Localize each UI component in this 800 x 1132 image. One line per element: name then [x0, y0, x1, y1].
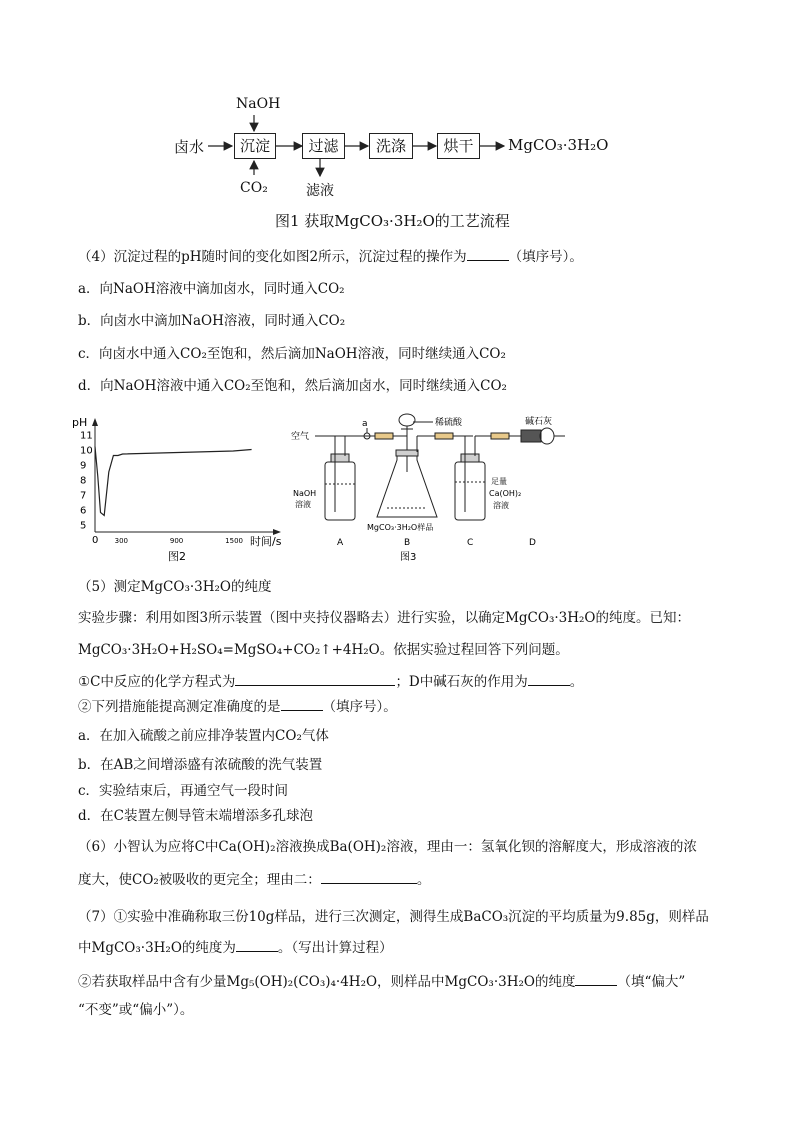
y-tick-label: 7: [80, 490, 87, 502]
q5-sub2-text: ②下列措施能提高测定准确度的是: [78, 699, 281, 715]
q4-answer-blank[interactable]: [467, 248, 509, 261]
q5-sodalime-blank[interactable]: [528, 673, 570, 686]
figure3-caption: 图3: [400, 552, 417, 563]
y-tick-label: 6: [80, 505, 87, 517]
q7-line-1: （7）①实验中准确称取三份10g样品，进行三次测定，测得生成BaCO₃沉淀的平均质量为9.85g，则样品: [78, 909, 709, 925]
y-axis-label: pH: [72, 416, 88, 429]
flow-product: MgCO₃·3H₂O: [508, 136, 609, 154]
x-tick-label: 0: [92, 535, 99, 546]
y-tick-labels: [80, 431, 93, 532]
bottle-a-stopper: [331, 454, 349, 462]
y-tick-label: 5: [80, 520, 87, 532]
y-tick-label: 9: [80, 460, 87, 472]
bottle-a: [325, 462, 355, 520]
q7-line-3-text: ②若获取样品中含有少量Mg₅(OH)₂(CO₃)₄·4H₂O，则样品中MgCO₃·3H₂O的纯度: [78, 974, 576, 990]
q7-effect-blank[interactable]: [575, 973, 617, 986]
label-d: D: [529, 538, 536, 548]
y-tick-label: 11: [80, 430, 93, 442]
q4-option-d: d．向NaOH溶液中通入CO₂至饱和，然后滴加卤水，同时继续通入CO₂: [78, 378, 507, 394]
q5-sub2: [78, 695, 397, 715]
drying-tube-d: [521, 430, 541, 442]
q5-sub2-tail: （填序号）。: [322, 699, 397, 715]
q5-option-d: d．在C装置左侧导管末端增添多孔球泡: [78, 808, 313, 824]
q5-equation-blank[interactable]: [235, 673, 395, 686]
label-naoh-solution: 溶液: [295, 500, 311, 509]
q4-option-a: a．向NaOH溶液中滴加卤水，同时通入CO₂: [78, 281, 345, 297]
q6-line-1: （6）小智认为应将C中Ca(OH)₂溶液换成Ba(OH)₂溶液，理由一：氢氧化钡的溶解度大，形成溶液的浓: [78, 839, 697, 855]
y-axis-arrow: [92, 418, 98, 426]
dropping-funnel: [399, 414, 415, 426]
x-tick-label: 900: [169, 537, 184, 545]
label-air: 空气: [291, 432, 310, 442]
x-tick-label: 1500: [225, 537, 243, 545]
figure2-caption: 图2: [168, 550, 186, 563]
flow-step-filter: 过滤: [302, 133, 345, 159]
q5-option-a: a．在加入硫酸之前应排净装置内CO₂气体: [78, 728, 329, 744]
flow-step-precipitate: 沉淀: [234, 133, 276, 159]
q7-line-4: “不变”或“偏小”）。: [78, 1002, 194, 1018]
x-tick-labels: [92, 535, 243, 546]
flow-input: 卤水: [174, 138, 205, 156]
y-tick-label: 10: [80, 445, 93, 457]
q5-sub1-text: ①C中反应的化学方程式为: [78, 674, 236, 690]
ph-series-line: [95, 447, 252, 516]
flow-filtrate: 滤液: [306, 183, 334, 199]
q6-line-2-text: 度大，使CO₂被吸收的更完全；理由二：: [78, 872, 321, 888]
q4-stem-text: （4）沉淀过程的pH随时间的变化如图2所示，沉淀过程的操作为: [78, 249, 467, 265]
label-c: C: [467, 538, 474, 548]
q7-line-2: [78, 936, 393, 956]
y-tick-label: 8: [80, 475, 87, 487]
q4-option-c: c．向卤水中通入CO₂至饱和，然后滴加NaOH溶液，同时继续通入CO₂: [78, 346, 506, 362]
q5-sub1-tail: 。: [569, 674, 584, 690]
flow-naoh: NaOH: [236, 96, 281, 112]
figure2-ph-chart: [70, 412, 290, 564]
flow-co2: CO₂: [240, 180, 268, 196]
q7-line-2-text: 中MgCO₃·3H₂O的纯度为: [78, 940, 236, 956]
label-a: A: [337, 538, 344, 548]
label-caoh2: Ca(OH)₂: [489, 489, 522, 498]
figure3-apparatus: [285, 412, 575, 564]
q5-sub2-blank[interactable]: [281, 698, 323, 711]
q7-line-3: [78, 970, 685, 990]
label-naoh: NaOH: [293, 489, 317, 498]
label-excess: 足量: [491, 477, 507, 486]
q4-option-b: b．向卤水中滴加NaOH溶液，同时通入CO₂: [78, 313, 346, 329]
q5-paragraph-1: 实验步骤：利用如图3所示装置（图中夹持仪器略去）进行实验，以确定MgCO₃·3H₂O的纯度。已知：: [78, 610, 690, 626]
q7-line-2-tail: 。（写出计算过程）: [277, 940, 393, 956]
bottle-c: [455, 462, 485, 520]
q7-purity-blank[interactable]: [236, 939, 278, 952]
label-b: B: [404, 538, 411, 548]
label-sample: MgCO₃·3H₂O样品: [367, 523, 434, 532]
flow-step-dry: 烘干: [437, 133, 480, 159]
q5-option-b: b．在AB之间增添盛有浓硫酸的洗气装置: [78, 757, 323, 773]
label-dilute-sulfuric-acid: 稀硫酸: [435, 418, 463, 428]
q6-line-2-tail: 。: [416, 872, 431, 888]
label-caoh2-solution: 溶液: [493, 501, 509, 510]
q5-sub1: [78, 670, 583, 690]
q6-line-2: [78, 868, 430, 888]
x-axis-label: 时间/s: [250, 535, 282, 548]
flow-arrows: [0, 0, 800, 210]
q5-title: （5）测定MgCO₃·3H₂O的纯度: [78, 579, 272, 595]
label-valve-a: a: [362, 419, 368, 429]
flow-step-wash: 洗涤: [369, 133, 413, 159]
q5-paragraph-2: MgCO₃·3H₂O+H₂SO₄=MgSO₄+CO₂↑+4H₂O。依据实验过程回答下列问题。: [78, 642, 569, 658]
q5-sub1-mid: ；D中碱石灰的作用为: [395, 674, 528, 690]
q4-stem-tail: （填序号）。: [508, 249, 583, 265]
figure1-caption: 图1 获取MgCO₃·3H₂O的工艺流程: [275, 212, 510, 230]
x-tick-label: 300: [114, 537, 129, 545]
q4-stem: [78, 245, 583, 265]
q5-option-c: c．实验结束后，再通空气一段时间: [78, 783, 289, 799]
q7-line-3-tail: （填“偏大”: [617, 974, 686, 990]
label-soda-lime: 碱石灰: [525, 417, 553, 427]
q6-reason-blank[interactable]: [321, 871, 417, 884]
